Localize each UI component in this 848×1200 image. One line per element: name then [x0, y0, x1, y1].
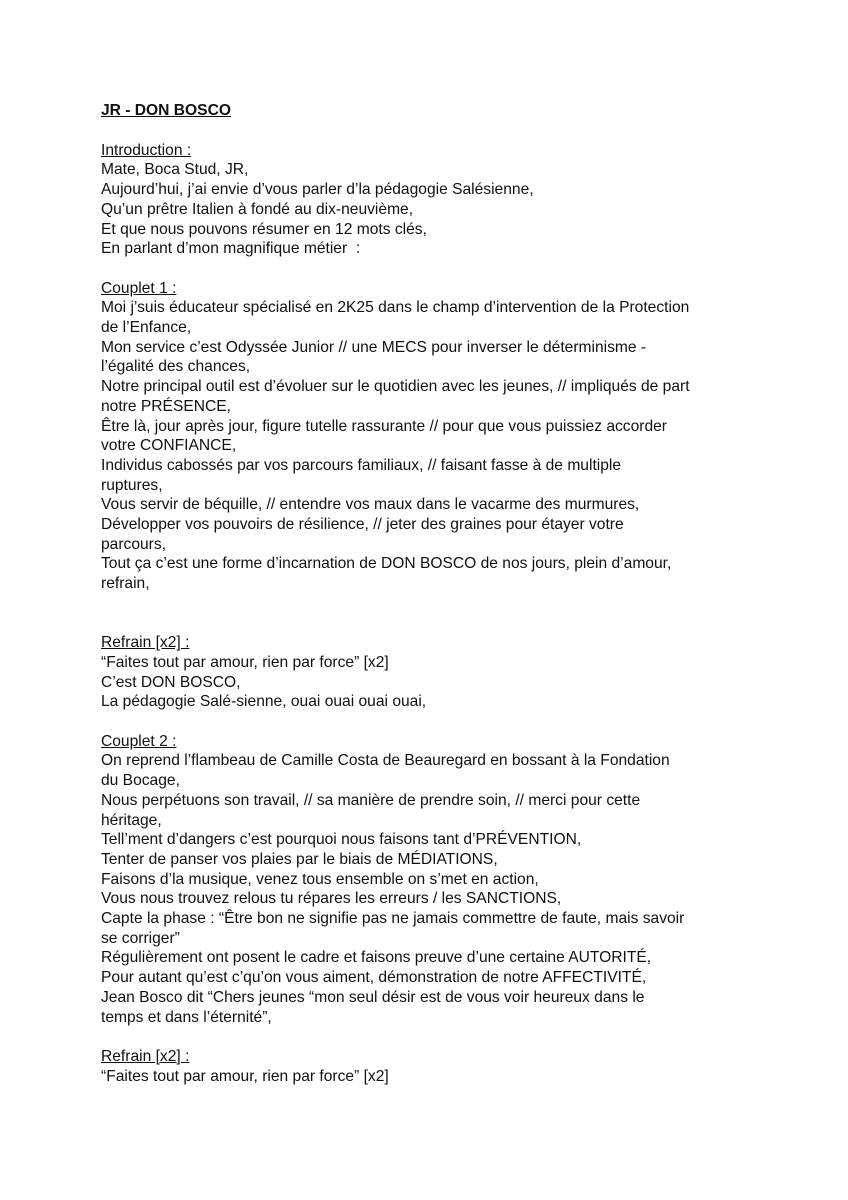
- lyric-line: parcours,: [101, 535, 167, 553]
- lyric-line: Et que nous pouvons résumer en 12 mots clés,: [101, 220, 427, 238]
- lyric-line: Développer vos pouvoirs de résilience, // jeter des graines pour étayer votre: [101, 516, 624, 534]
- section-heading: Couplet 1 :: [101, 279, 177, 297]
- lyric-line: Être là, jour après jour, figure tutelle rassurante // pour que vous puissiez accorder: [101, 417, 668, 435]
- lyric-line: Individus cabossés par vos parcours familiaux, // faisant fasse à de multiple: [101, 456, 622, 474]
- lyric-line: Tell’ment d’dangers c’est pourquoi nous faisons tant d’PRÉVENTION,: [101, 831, 582, 849]
- lyric-line: Mon service c’est Odyssée Junior // une MECS pour inverser le déterminisme -: [101, 338, 647, 356]
- lyric-line: refrain,: [101, 575, 150, 593]
- section-heading: Introduction :: [101, 141, 192, 159]
- lyrics-section: [101, 1047, 761, 1086]
- lyric-line: de l’Enfance,: [101, 319, 192, 337]
- lyric-line: On reprend l’flambeau de Camille Costa de Beauregard en bossant à la Fondation: [101, 752, 670, 770]
- lyric-line: Moi j’suis éducateur spécialisé en 2K25 dans le champ d’intervention de la Protection: [101, 299, 690, 317]
- lyric-line: Capte la phase : “Être bon ne signifie pas ne jamais commettre de faute, mais savoir: [101, 910, 685, 928]
- document-page: [101, 101, 761, 1106]
- lyric-line: “Faites tout par amour, rien par force” [x2]: [101, 653, 389, 671]
- lyrics-section: [101, 279, 761, 594]
- lyric-line: C’est DON BOSCO,: [101, 673, 241, 691]
- lyric-line: Vous servir de béquille, // entendre vos maux dans le vacarme des murmures,: [101, 496, 640, 514]
- lyric-line: En parlant d’mon magnifique métier :: [101, 240, 361, 258]
- lyric-line: Qu’un prêtre Italien à fondé au dix-neuvième,: [101, 200, 414, 218]
- lyric-line: ruptures,: [101, 476, 163, 494]
- lyrics-section: [101, 141, 761, 259]
- lyric-line: Faisons d’la musique, venez tous ensemble on s’met en action,: [101, 870, 539, 888]
- lyric-line: Régulièrement ont posent le cadre et faisons preuve d’une certaine AUTORITÉ,: [101, 949, 652, 967]
- lyric-line: Notre principal outil est d’évoluer sur le quotidien avec les jeunes, // impliqués de part: [101, 378, 690, 396]
- lyric-line: Aujourd’hui, j’ai envie d’vous parler d’la pédagogie Salésienne,: [101, 181, 534, 199]
- lyric-line: Jean Bosco dit “Chers jeunes “mon seul désir est de vous voir heureux dans le: [101, 988, 645, 1006]
- lyric-line: temps et dans l’éternité”,: [101, 1008, 272, 1026]
- lyric-line: votre CONFIANCE,: [101, 437, 237, 455]
- song-title: JR - DON BOSCO: [101, 102, 231, 119]
- lyric-line: l’égalité des chances,: [101, 358, 251, 376]
- lyric-line: Pour autant qu’est c’qu’on vous aiment, démonstration de notre AFFECTIVITÉ,: [101, 969, 647, 987]
- lyric-line: se corriger”: [101, 929, 180, 947]
- section-heading: Refrain [x2] :: [101, 634, 190, 652]
- lyrics-section: [101, 732, 761, 1028]
- section-heading: Couplet 2 :: [101, 732, 177, 750]
- lyric-line: La pédagogie Salé-sienne, ouai ouai ouai ouai,: [101, 693, 427, 711]
- lyric-line: Vous nous trouvez relous tu répares les erreurs / les SANCTIONS,: [101, 890, 562, 908]
- lyric-line: Tout ça c’est une forme d’incarnation de DON BOSCO de nos jours, plein d’amour,: [101, 555, 672, 573]
- lyrics-body: [101, 141, 761, 1087]
- lyric-line: Tenter de panser vos plaies par le biais de MÉDIATIONS,: [101, 850, 498, 868]
- lyric-line: notre PRÉSENCE,: [101, 397, 231, 415]
- lyric-line: Mate, Boca Stud, JR,: [101, 161, 249, 179]
- lyric-line: Nous perpétuons son travail, // sa manière de prendre soin, // merci pour cette: [101, 791, 641, 809]
- lyric-line: du Bocage,: [101, 772, 180, 790]
- lyrics-section: [101, 633, 761, 712]
- section-heading: Refrain [x2] :: [101, 1047, 190, 1065]
- lyric-line: héritage,: [101, 811, 162, 829]
- lyric-line: “Faites tout par amour, rien par force” [x2]: [101, 1067, 389, 1085]
